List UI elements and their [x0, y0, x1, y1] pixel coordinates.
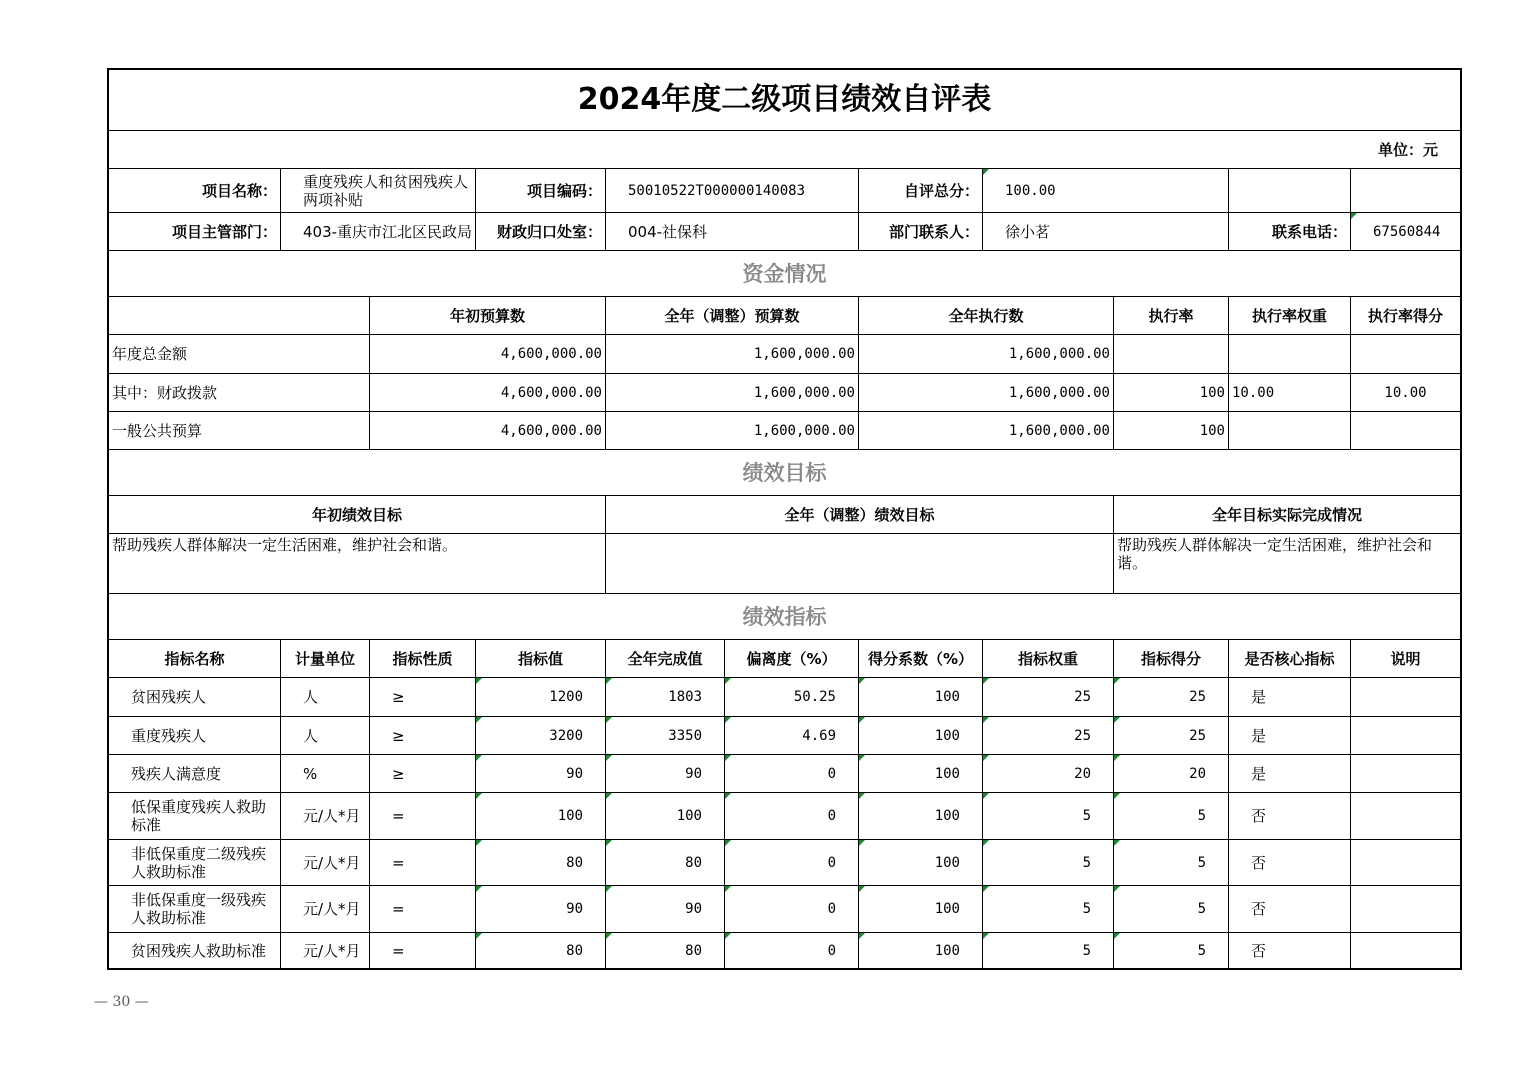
indicator-cell: 90: [476, 886, 606, 933]
funds-header-cell: 执行率得分: [1351, 297, 1460, 335]
indicator-header-cell: 指标权重: [983, 640, 1114, 678]
evaluation-table: [107, 68, 1462, 970]
indicator-cell: 4.69: [725, 717, 859, 755]
indicator-cell: 80: [476, 840, 606, 886]
funds-value-cell: 100: [1114, 412, 1229, 450]
funds-value-cell: 1,600,000.00: [606, 374, 859, 412]
page-number: — 30 —: [94, 994, 149, 1010]
indicator-cell: ≥: [370, 717, 476, 755]
dept-value: 403-重庆市江北区民政局: [281, 213, 476, 251]
indicator-cell: 20: [1114, 755, 1229, 793]
indicator-cell: 100: [859, 840, 983, 886]
project-code-value: 50010522T000000140083: [606, 169, 859, 213]
goals-header-cell: 年初绩效目标: [109, 496, 606, 534]
indicator-cell: 低保重度残疾人救助标准: [109, 793, 281, 840]
indicator-cell: 元/人*月: [281, 840, 370, 886]
indicator-cell: [1351, 755, 1460, 793]
funds-row-label: 年度总金额: [109, 335, 370, 374]
indicator-cell: 0: [725, 933, 859, 970]
indicator-cell: 5: [1114, 933, 1229, 970]
indicator-header-cell: 指标值: [476, 640, 606, 678]
indicator-cell: 90: [606, 886, 725, 933]
funds-value-cell: 4,600,000.00: [370, 412, 606, 450]
indicator-cell: 5: [1114, 886, 1229, 933]
indicator-cell: =: [370, 933, 476, 970]
indicator-header-cell: 得分系数（%）: [859, 640, 983, 678]
indicator-cell: 贫困残疾人救助标准: [109, 933, 281, 970]
funds-header-cell: 年初预算数: [370, 297, 606, 335]
indicator-cell: =: [370, 886, 476, 933]
indicator-cell: 是: [1229, 678, 1351, 717]
indicator-cell: ≥: [370, 678, 476, 717]
indicator-cell: 重度残疾人: [109, 717, 281, 755]
indicator-cell: 3350: [606, 717, 725, 755]
indicator-cell: 100: [859, 755, 983, 793]
funds-value-cell: [1229, 335, 1351, 374]
indicator-header-cell: 指标性质: [370, 640, 476, 678]
section-funds-title: 资金情况: [109, 251, 1460, 297]
indicator-cell: 50.25: [725, 678, 859, 717]
funds-value-cell: 4,600,000.00: [370, 374, 606, 412]
project-name-value: 重度残疾人和贫困残疾人两项补贴: [281, 169, 476, 213]
funds-header-cell: 全年执行数: [859, 297, 1114, 335]
indicator-cell: 残疾人满意度: [109, 755, 281, 793]
funds-header-cell: [109, 297, 370, 335]
empty-cell: [1351, 169, 1460, 213]
indicator-cell: 5: [983, 793, 1114, 840]
indicator-cell: [1351, 886, 1460, 933]
funds-value-cell: 1,600,000.00: [859, 412, 1114, 450]
indicator-cell: 25: [983, 678, 1114, 717]
indicator-cell: 非低保重度二级残疾人救助标准: [109, 840, 281, 886]
indicator-cell: 25: [983, 717, 1114, 755]
indicator-header-cell: 指标名称: [109, 640, 281, 678]
indicator-cell: 是: [1229, 755, 1351, 793]
total-score-label: 自评总分：: [859, 169, 983, 213]
indicator-cell: %: [281, 755, 370, 793]
funds-header-cell: 全年（调整）预算数: [606, 297, 859, 335]
indicator-header-cell: 计量单位: [281, 640, 370, 678]
indicator-cell: 人: [281, 717, 370, 755]
funds-row-label: 其中：财政拨款: [109, 374, 370, 412]
contact-value: 徐小茗: [983, 213, 1229, 251]
phone-label: 联系电话：: [1229, 213, 1351, 251]
indicator-cell: 0: [725, 793, 859, 840]
unit-label: 单位：元: [109, 131, 1460, 169]
indicator-cell: 5: [983, 933, 1114, 970]
indicator-cell: 1200: [476, 678, 606, 717]
dept-label: 项目主管部门：: [109, 213, 281, 251]
total-score-value: 100.00: [983, 169, 1229, 213]
goals-value-cell: 帮助残疾人群体解决一定生活困难，维护社会和谐。: [1114, 534, 1460, 594]
indicator-cell: =: [370, 793, 476, 840]
phone-value: 67560844: [1351, 213, 1460, 251]
funds-value-cell: 1,600,000.00: [859, 335, 1114, 374]
indicator-cell: 100: [606, 793, 725, 840]
indicator-cell: [1351, 840, 1460, 886]
indicator-cell: 5: [1114, 840, 1229, 886]
indicator-cell: 100: [859, 886, 983, 933]
indicator-cell: [1351, 793, 1460, 840]
indicator-cell: 100: [476, 793, 606, 840]
indicator-header-cell: 是否核心指标: [1229, 640, 1351, 678]
goals-header-cell: 全年目标实际完成情况: [1114, 496, 1460, 534]
section-goals-title: 绩效目标: [109, 450, 1460, 496]
indicator-cell: 否: [1229, 793, 1351, 840]
indicator-cell: 100: [859, 793, 983, 840]
indicator-cell: 20: [983, 755, 1114, 793]
funds-header-cell: 执行率: [1114, 297, 1229, 335]
indicator-cell: 5: [983, 840, 1114, 886]
section-indicators-title: 绩效指标: [109, 594, 1460, 640]
funds-value-cell: 1,600,000.00: [859, 374, 1114, 412]
indicator-cell: 100: [859, 678, 983, 717]
finance-office-value: 004-社保科: [606, 213, 859, 251]
indicator-cell: 元/人*月: [281, 886, 370, 933]
indicator-cell: 90: [476, 755, 606, 793]
indicator-cell: 3200: [476, 717, 606, 755]
indicator-cell: 80: [606, 933, 725, 970]
indicator-cell: 贫困残疾人: [109, 678, 281, 717]
indicator-cell: 5: [983, 886, 1114, 933]
funds-header-cell: 执行率权重: [1229, 297, 1351, 335]
indicator-header-cell: 说明: [1351, 640, 1460, 678]
indicator-cell: 5: [1114, 793, 1229, 840]
funds-value-cell: [1351, 335, 1460, 374]
funds-value-cell: [1114, 335, 1229, 374]
indicator-cell: 100: [859, 933, 983, 970]
funds-row-label: 一般公共预算: [109, 412, 370, 450]
indicator-header-cell: 全年完成值: [606, 640, 725, 678]
indicator-header-cell: 偏离度（%）: [725, 640, 859, 678]
goals-value-cell: [606, 534, 1114, 594]
indicator-cell: [1351, 933, 1460, 970]
indicator-cell: 90: [606, 755, 725, 793]
indicator-cell: 人: [281, 678, 370, 717]
funds-value-cell: [1229, 412, 1351, 450]
funds-value-cell: 10.00: [1351, 374, 1460, 412]
indicator-cell: 25: [1114, 678, 1229, 717]
indicator-cell: 0: [725, 886, 859, 933]
indicator-header-cell: 指标得分: [1114, 640, 1229, 678]
indicator-cell: 0: [725, 755, 859, 793]
indicator-cell: 否: [1229, 840, 1351, 886]
funds-value-cell: 4,600,000.00: [370, 335, 606, 374]
goals-value-cell: 帮助残疾人群体解决一定生活困难，维护社会和谐。: [109, 534, 606, 594]
project-name-label: 项目名称：: [109, 169, 281, 213]
funds-value-cell: 1,600,000.00: [606, 412, 859, 450]
page-title: 2024年度二级项目绩效自评表: [109, 70, 1460, 131]
indicator-cell: 100: [859, 717, 983, 755]
indicator-cell: [1351, 717, 1460, 755]
contact-label: 部门联系人：: [859, 213, 983, 251]
indicator-cell: 25: [1114, 717, 1229, 755]
indicator-cell: 0: [725, 840, 859, 886]
empty-cell: [1229, 169, 1351, 213]
indicator-cell: 是: [1229, 717, 1351, 755]
indicator-cell: 元/人*月: [281, 793, 370, 840]
funds-value-cell: 1,600,000.00: [606, 335, 859, 374]
indicator-cell: 80: [606, 840, 725, 886]
indicator-cell: ≥: [370, 755, 476, 793]
indicator-cell: 80: [476, 933, 606, 970]
indicator-cell: 非低保重度一级残疾人救助标准: [109, 886, 281, 933]
indicator-cell: 否: [1229, 886, 1351, 933]
indicator-cell: 元/人*月: [281, 933, 370, 970]
finance-office-label: 财政归口处室：: [476, 213, 606, 251]
funds-value-cell: 100: [1114, 374, 1229, 412]
indicator-cell: 否: [1229, 933, 1351, 970]
project-code-label: 项目编码：: [476, 169, 606, 213]
goals-header-cell: 全年（调整）绩效目标: [606, 496, 1114, 534]
funds-value-cell: 10.00: [1229, 374, 1351, 412]
indicator-cell: 1803: [606, 678, 725, 717]
indicator-cell: =: [370, 840, 476, 886]
funds-value-cell: [1351, 412, 1460, 450]
indicator-cell: [1351, 678, 1460, 717]
